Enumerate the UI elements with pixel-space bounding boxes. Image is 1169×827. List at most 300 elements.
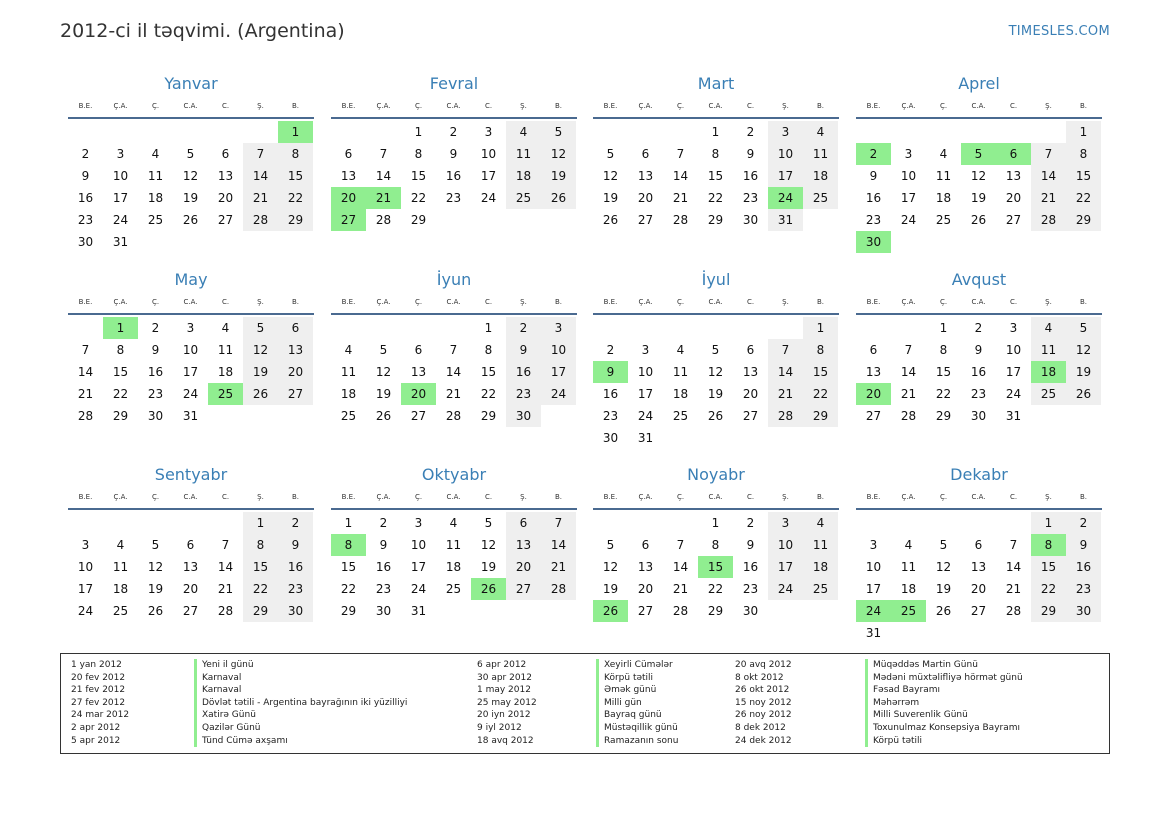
weekday-label: Ç.A. [113,102,128,110]
weekday-label: C.A. [708,493,723,501]
weekday-label: C.A. [971,493,986,501]
weekday-label: Ç. [939,493,948,501]
day-cell: 18 [803,165,838,187]
empty-cell [593,512,628,534]
day-cell: 17 [768,556,803,578]
month-block [68,74,314,253]
month-name: Avqust [951,270,1007,289]
day-cell: 11 [340,365,357,379]
month-block [856,270,1102,427]
weekday-label: Ş. [520,102,527,110]
legend-date: 6 apr 2012 [477,660,527,670]
month-name: Dekabr [950,465,1008,484]
day-cell: 15 [410,169,427,183]
weekday-label: Ç.A. [113,298,128,306]
day-grid [856,121,1102,253]
day-cell: 14 [217,560,234,574]
day-cell: 22 [340,582,357,596]
day-cell: 14 [900,365,917,379]
holiday-day: 27 [331,209,366,231]
day-cell: 3 [186,321,195,335]
day-cell: 8 [278,143,313,165]
day-cell: 6 [974,538,983,552]
weekday-label: C.A. [183,493,198,501]
weekday-label: C. [1009,102,1018,110]
weekday-label: B.E. [603,102,618,110]
empty-cell [926,121,961,143]
day-cell: 14 [1005,560,1022,574]
day-cell: 12 [375,365,392,379]
day-cell: 19 [182,191,199,205]
day-cell: 4 [116,538,125,552]
day-cell: 10 [182,343,199,357]
day-cell: 14 [77,365,94,379]
day-cell: 20 [1005,191,1022,205]
day-cell: 15 [480,365,497,379]
holiday-day: 8 [331,534,366,556]
day-cell: 2 [81,147,90,161]
day-cell: 10 [112,169,129,183]
day-grid [331,121,577,231]
day-cell: 1 [243,512,278,534]
empty-cell [628,317,663,339]
day-cell: 28 [1005,604,1022,618]
weekday-label: Ç.A. [376,298,391,306]
empty-cell [68,317,103,339]
day-cell: 27 [742,409,759,423]
weekday-label: C. [1009,298,1018,306]
weekday-label: C. [484,102,493,110]
day-cell: 9 [974,343,983,357]
day-cell: 26 [935,604,952,618]
day-cell: 19 [707,387,724,401]
day-cell: 26 [147,604,164,618]
day-cell: 28 [768,405,803,427]
day-cell: 16 [445,169,462,183]
weekday-label: Ş. [782,298,789,306]
day-cell: 17 [112,191,129,205]
day-cell: 18 [147,191,164,205]
day-cell: 30 [375,604,392,618]
day-cell: 10 [77,560,94,574]
weekday-label: C.A. [971,102,986,110]
day-cell: 5 [484,516,493,530]
day-cell: 15 [707,169,724,183]
weekday-label: C. [484,493,493,501]
legend-holiday-name: Mədəni müxtəlifliyə hörmət günü [865,672,1023,685]
weekday-label: C. [484,298,493,306]
empty-cell [593,121,628,143]
legend-date: 8 dek 2012 [735,722,786,733]
day-cell: 25 [112,604,129,618]
legend-date: 15 noy 2012 [735,697,792,708]
day-cell: 19 [970,191,987,205]
day-cell: 5 [541,121,576,143]
day-cell: 28 [672,213,689,227]
day-cell: 15 [935,365,952,379]
day-cell: 1 [1031,512,1066,534]
legend-holiday-name: Dövlət tətili - Argentina bayrağının iki yüzilliyi [194,697,407,710]
day-cell: 12 [935,560,952,574]
day-cell: 9 [379,538,388,552]
day-cell: 4 [151,147,160,161]
month-name: Oktyabr [421,465,487,484]
day-cell: 31 [1005,409,1022,423]
legend-holiday-name: Bayraq günü [596,709,678,722]
day-cell: 15 [278,165,313,187]
day-cell: 1 [803,317,838,339]
day-cell: 2 [449,125,458,139]
day-cell: 20 [182,582,199,596]
weekday-header [856,490,1102,510]
day-cell: 17 [1005,365,1022,379]
empty-cell [68,512,103,534]
month-name: İyun [436,270,472,289]
day-cell: 8 [1066,143,1101,165]
day-cell: 17 [768,165,803,187]
day-cell: 5 [151,538,160,552]
weekday-header [331,490,577,510]
day-cell: 22 [112,387,129,401]
day-cell: 22 [410,191,427,205]
day-cell: 24 [112,213,129,227]
day-cell: 14 [445,365,462,379]
month-block [856,74,1102,253]
day-cell: 12 [602,169,619,183]
day-cell: 13 [637,169,654,183]
legend-date: 5 apr 2012 [71,735,121,746]
legend-holiday-name: Karnaval [194,684,407,697]
day-cell: 6 [186,538,195,552]
weekday-header [68,295,314,315]
weekday-header [593,295,839,315]
day-cell: 6 [641,538,650,552]
day-cell: 18 [672,387,689,401]
day-cell: 28 [445,409,462,423]
day-cell: 17 [637,387,654,401]
empty-cell [663,317,698,339]
day-cell: 30 [1066,600,1101,622]
day-cell: 22 [243,578,278,600]
day-grid [68,121,314,253]
day-cell: 21 [768,383,803,405]
day-cell: 9 [746,538,755,552]
legend-holiday-name: Toxunulmaz Konsepsiya Bayramı [865,722,1023,735]
day-cell: 24 [1005,387,1022,401]
day-cell: 27 [506,578,541,600]
day-cell: 26 [182,213,199,227]
empty-cell [961,512,996,534]
day-cell: 17 [541,361,576,383]
day-cell: 22 [1031,578,1066,600]
day-cell: 3 [904,147,913,161]
day-cell: 25 [803,187,838,209]
legend-holiday-name: Ramazanın sonu [596,735,678,748]
weekday-header [593,490,839,510]
legend-holiday-name: Əmək günü [596,684,678,697]
empty-cell [331,317,366,339]
day-cell: 23 [970,387,987,401]
day-cell: 12 [182,169,199,183]
weekday-label: Ç. [414,298,423,306]
day-cell: 26 [970,213,987,227]
day-cell: 12 [243,339,278,361]
day-cell: 8 [711,147,720,161]
day-cell: 18 [112,582,129,596]
empty-cell [593,317,628,339]
legend-date: 30 apr 2012 [477,672,533,683]
weekday-label: Ç.A. [113,493,128,501]
day-cell: 24 [77,604,94,618]
day-grid [331,512,577,622]
weekday-label: C.A. [446,493,461,501]
weekday-label: Ç. [414,102,423,110]
day-cell: 31 [768,209,803,231]
day-cell: 16 [147,365,164,379]
weekday-label: C.A. [708,102,723,110]
day-cell: 11 [935,169,952,183]
day-cell: 21 [900,387,917,401]
empty-cell [926,512,961,534]
day-cell: 2 [278,512,313,534]
day-cell: 23 [1066,578,1101,600]
day-cell: 23 [742,582,759,596]
day-cell: 29 [935,409,952,423]
day-cell: 23 [278,578,313,600]
holiday-day: 15 [698,556,733,578]
holiday-day: 25 [891,600,926,622]
legend-holiday-name: Müstəqillik günü [596,722,678,735]
legend-date: 26 noy 2012 [735,710,792,721]
legend-holiday-name: Körpü tətili [596,672,678,685]
day-cell: 9 [151,343,160,357]
day-cell: 8 [484,343,493,357]
empty-cell [856,317,891,339]
day-cell: 28 [1031,209,1066,231]
day-cell: 2 [974,321,983,335]
day-cell: 28 [672,604,689,618]
month-block [331,74,577,231]
holiday-day: 21 [366,187,401,209]
day-cell: 7 [904,343,913,357]
weekday-label: B. [816,102,825,110]
day-cell: 22 [1066,187,1101,209]
weekday-label: C. [746,102,755,110]
weekday-label: Ç. [676,102,685,110]
day-cell: 26 [1066,383,1101,405]
day-cell: 14 [375,169,392,183]
empty-cell [366,121,401,143]
day-cell: 12 [1066,339,1101,361]
day-cell: 23 [375,582,392,596]
day-cell: 13 [742,365,759,379]
day-cell: 19 [480,560,497,574]
day-cell: 1 [344,516,353,530]
day-cell: 16 [77,191,94,205]
legend-holiday-name: Məhərrəm [865,697,1023,710]
day-cell: 7 [379,147,388,161]
empty-cell [996,512,1031,534]
day-cell: 21 [672,582,689,596]
day-cell: 13 [340,169,357,183]
day-cell: 18 [900,582,917,596]
day-cell: 8 [243,534,278,556]
legend-date: 25 may 2012 [477,697,537,708]
day-cell: 11 [1031,339,1066,361]
weekday-header [856,99,1102,119]
day-cell: 14 [243,165,278,187]
day-cell: 4 [506,121,541,143]
day-cell: 11 [445,538,462,552]
day-cell: 5 [186,147,195,161]
weekday-header [68,99,314,119]
day-cell: 17 [77,582,94,596]
month-name: Yanvar [164,74,218,93]
day-cell: 6 [869,343,878,357]
day-cell: 8 [116,343,125,357]
legend-name-column [596,659,678,747]
day-cell: 7 [221,538,230,552]
day-cell: 4 [344,343,353,357]
holiday-day: 5 [961,143,996,165]
day-cell: 5 [606,538,615,552]
empty-cell [103,512,138,534]
weekday-label: Ç. [151,102,160,110]
day-cell: 5 [711,343,720,357]
day-cell: 6 [278,317,313,339]
month-name: İyul [701,270,731,289]
day-cell: 1 [414,125,423,139]
day-cell: 22 [803,383,838,405]
day-cell: 30 [742,604,759,618]
day-cell: 11 [672,365,689,379]
month-block [68,465,314,622]
day-cell: 7 [81,343,90,357]
day-cell: 6 [746,343,755,357]
day-cell: 29 [803,405,838,427]
day-cell: 21 [1031,187,1066,209]
day-cell: 2 [151,321,160,335]
day-cell: 25 [935,213,952,227]
day-cell: 20 [637,191,654,205]
legend-date: 20 fev 2012 [71,672,126,683]
weekday-label: Ş. [1045,493,1052,501]
weekday-label: Ş. [782,493,789,501]
day-cell: 23 [147,387,164,401]
day-cell: 24 [182,387,199,401]
day-cell: 19 [1066,361,1101,383]
day-cell: 27 [865,409,882,423]
day-cell: 19 [602,191,619,205]
day-cell: 27 [217,213,234,227]
month-block [68,270,314,427]
empty-cell [961,121,996,143]
day-cell: 13 [182,560,199,574]
legend-holiday-name: Tünd Cümə axşamı [194,735,407,748]
day-cell: 4 [803,512,838,534]
day-cell: 31 [410,604,427,618]
legend-holiday-name: Xatirə Günü [194,709,407,722]
day-cell: 21 [541,556,576,578]
day-cell: 3 [484,125,493,139]
holiday-day: 26 [593,600,628,622]
holiday-day: 25 [208,383,243,405]
day-cell: 24 [768,578,803,600]
legend-date: 18 avq 2012 [477,735,534,746]
day-cell: 1 [484,321,493,335]
day-cell: 7 [1009,538,1018,552]
weekday-header [68,490,314,510]
day-cell: 16 [865,191,882,205]
day-cell: 8 [711,538,720,552]
day-cell: 12 [480,538,497,552]
weekday-label: B. [291,102,300,110]
day-cell: 6 [506,512,541,534]
weekday-label: B.E. [78,298,93,306]
day-cell: 1 [939,321,948,335]
holiday-day: 24 [768,187,803,209]
weekday-header [856,295,1102,315]
day-cell: 30 [602,431,619,445]
day-cell: 18 [340,387,357,401]
day-cell: 12 [970,169,987,183]
weekday-label: Ç.A. [901,493,916,501]
day-cell: 16 [506,361,541,383]
day-cell: 17 [182,365,199,379]
day-cell: 6 [344,147,353,161]
day-cell: 30 [147,409,164,423]
day-cell: 10 [865,560,882,574]
weekday-label: B.E. [78,102,93,110]
day-cell: 30 [278,600,313,622]
legend-name-column [865,659,1023,747]
day-cell: 22 [707,191,724,205]
day-cell: 3 [768,512,803,534]
day-cell: 6 [221,147,230,161]
weekday-label: B.E. [341,493,356,501]
month-block [593,465,839,622]
day-cell: 11 [803,143,838,165]
empty-cell [891,512,926,534]
legend-date: 26 okt 2012 [735,685,790,696]
day-cell: 27 [410,409,427,423]
empty-cell [891,121,926,143]
legend-date-column [735,659,792,747]
day-cell: 10 [1005,343,1022,357]
day-cell: 22 [707,582,724,596]
day-cell: 21 [672,191,689,205]
legend-holiday-name: Xeyirli Cümələr [596,659,678,672]
day-cell: 17 [900,191,917,205]
day-cell: 25 [1031,383,1066,405]
weekday-label: C. [221,298,230,306]
day-cell: 13 [506,534,541,556]
weekday-label: Ç. [151,493,160,501]
day-cell: 1 [711,125,720,139]
weekday-label: B.E. [78,493,93,501]
empty-cell [103,121,138,143]
day-cell: 1 [711,516,720,530]
day-cell: 3 [1009,321,1018,335]
site-link[interactable]: TIMESLES.COM [1008,24,1110,39]
weekday-label: Ç.A. [376,102,391,110]
weekday-label: Ş. [257,298,264,306]
day-cell: 23 [77,213,94,227]
empty-cell [208,121,243,143]
empty-cell [68,121,103,143]
day-cell: 22 [278,187,313,209]
holiday-day: 20 [401,383,436,405]
